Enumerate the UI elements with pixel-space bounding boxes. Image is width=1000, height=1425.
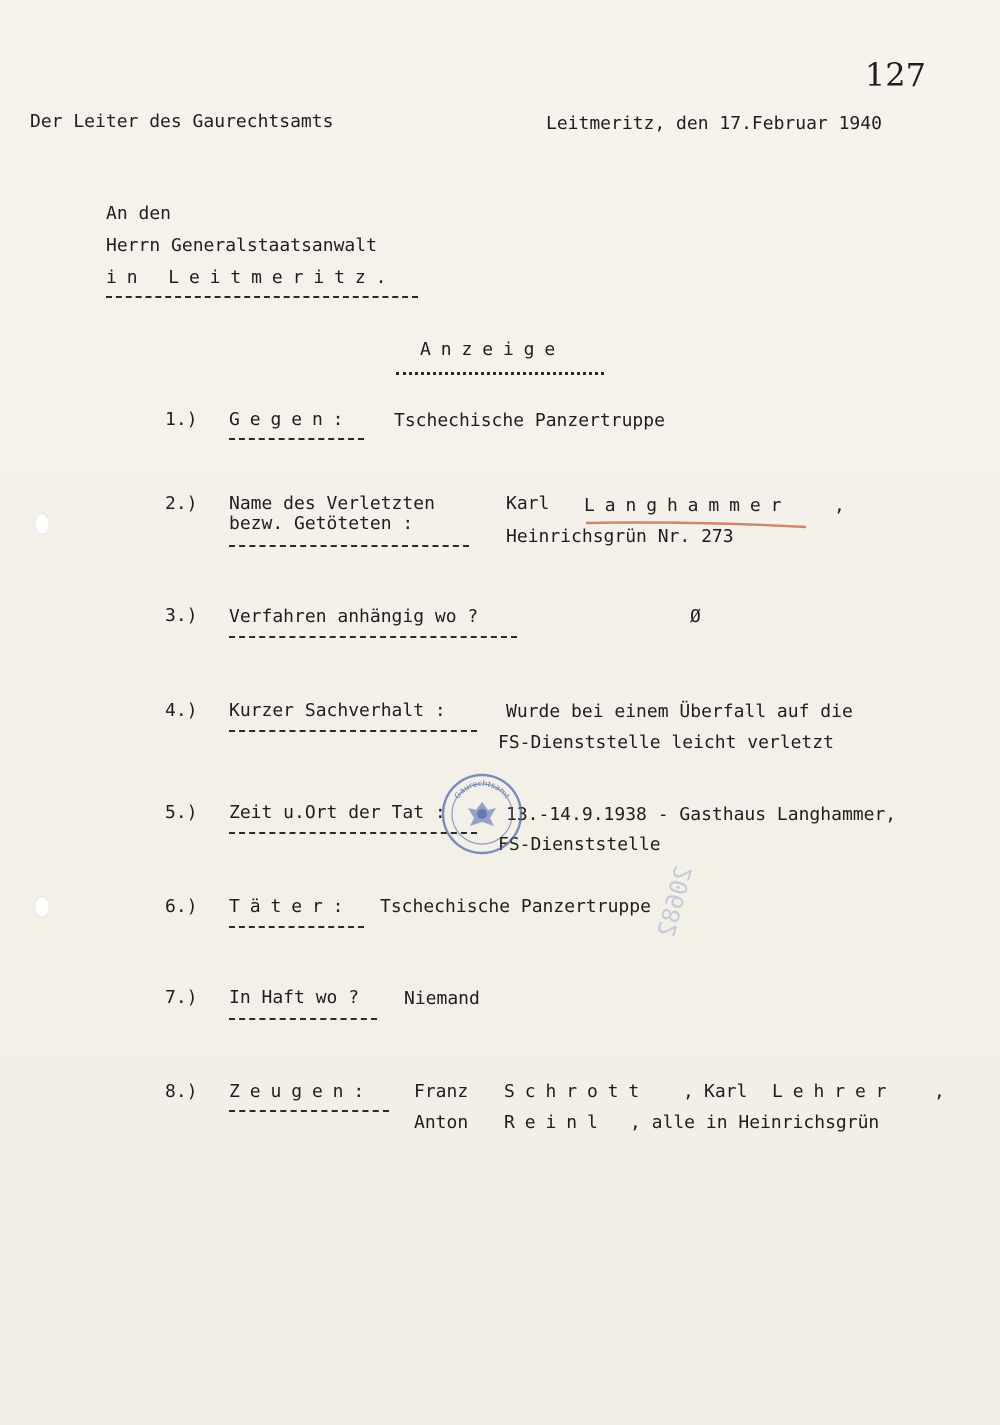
- item-label: Kurzer Sachverhalt :: [229, 700, 446, 721]
- item-label: Zeit u.Ort der Tat :: [229, 802, 446, 823]
- item-number: 6.): [165, 896, 198, 917]
- item-value: Ø: [690, 606, 701, 627]
- item-value-cont: Heinrichsgrün Nr. 273: [506, 526, 734, 547]
- punch-hole: [34, 513, 50, 535]
- item-value: Wurde bei einem Überfall auf die: [506, 701, 853, 722]
- recipient-line-2: Herrn Generalstaatsanwalt: [106, 235, 377, 256]
- item-number: 5.): [165, 802, 198, 823]
- item-label: Täter:: [229, 896, 354, 917]
- item-value: Niemand: [404, 988, 480, 1009]
- item-label: Verfahren anhängig wo ?: [229, 606, 479, 627]
- item-value-cont: FS-Dienststelle: [498, 834, 661, 855]
- witness-first-name: Anton: [414, 1112, 469, 1133]
- witness-separator: ,: [683, 1081, 694, 1102]
- underline: [229, 730, 477, 732]
- underline: [229, 636, 517, 638]
- underline: [229, 926, 364, 928]
- item-value-comma: ,: [834, 495, 845, 516]
- item-value: Tschechische Panzertruppe: [394, 410, 665, 431]
- item-number: 1.): [165, 409, 198, 430]
- item-value-cont: FS-Dienststelle leicht verletzt: [498, 732, 834, 753]
- document-title: Anzeige: [420, 339, 566, 360]
- underline: [229, 438, 364, 440]
- faint-stamp-number: [614, 858, 718, 944]
- place-date: Leitmeritz, den 17.Februar 1940: [546, 113, 882, 134]
- underline: [229, 545, 469, 547]
- official-stamp-icon: [440, 772, 524, 856]
- item-number: 4.): [165, 700, 198, 721]
- witness-first-name: Franz: [414, 1081, 469, 1102]
- item-value-surname: Langhammer: [584, 495, 792, 516]
- item-label: Zeugen:: [229, 1081, 375, 1102]
- underline: [229, 1018, 377, 1020]
- recipient-line-1: An den: [106, 203, 172, 224]
- punch-hole: [34, 896, 50, 918]
- underline: [106, 296, 418, 298]
- item-value-first-name: Karl: [506, 493, 550, 514]
- witness-rest: , alle in Heinrichsgrün: [630, 1112, 880, 1133]
- item-value: 13.-14.9.1938 - Gasthaus Langhammer,: [506, 804, 897, 825]
- witness-last-name: Schrott: [504, 1081, 650, 1102]
- svg-text:Gaurechtsamt: Gaurechtsamt: [452, 778, 512, 801]
- item-label: In Haft wo ?: [229, 987, 360, 1008]
- item-value: Tschechische Panzertruppe: [380, 896, 651, 917]
- item-number: 3.): [165, 605, 198, 626]
- witness-separator: ,: [934, 1081, 945, 1102]
- item-number: 2.): [165, 493, 198, 514]
- item-number: 8.): [165, 1081, 198, 1102]
- sender-line: Der Leiter des Gaurechtsamts: [30, 111, 334, 132]
- recipient-line-3: in Leitmeritz.: [106, 267, 397, 288]
- witness-first-name: Karl: [704, 1081, 748, 1102]
- item-label: Name des Verletzten: [229, 493, 435, 514]
- page-number: 127: [864, 56, 926, 94]
- svg-text:20682: 20682: [652, 863, 699, 941]
- witness-last-name: Lehrer: [772, 1081, 897, 1102]
- witness-last-name: Reinl: [504, 1112, 608, 1133]
- item-number: 7.): [165, 987, 198, 1008]
- item-label-cont: bezw. Getöteten :: [229, 513, 414, 534]
- title-dotted-rule: [396, 372, 604, 375]
- underline: [229, 1110, 389, 1112]
- item-label: Gegen:: [229, 409, 354, 430]
